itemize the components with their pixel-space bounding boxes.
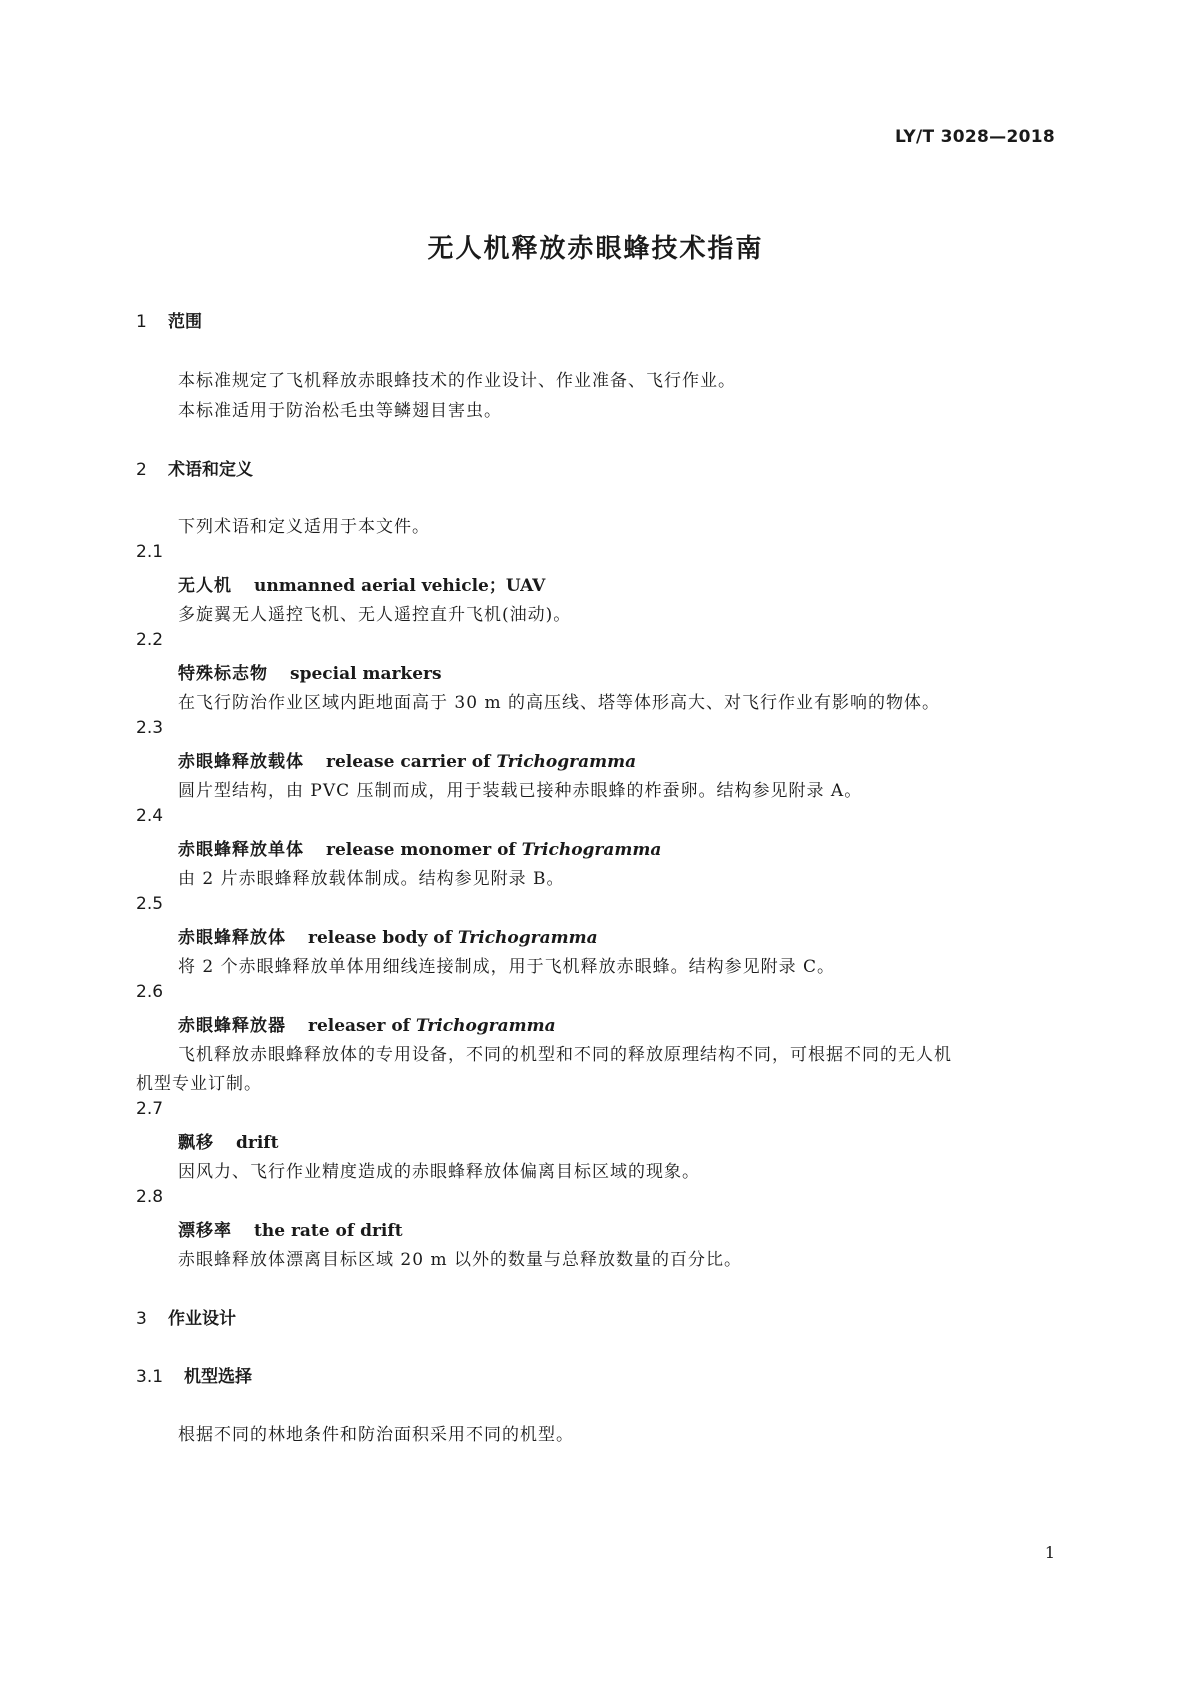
term-cn: 赤眼蜂释放体 [178, 928, 286, 948]
term-definition: 圆片型结构，由 PVC 压制而成，用于装载已接种赤眼蜂的柞蚕卵。结构参见附录 A。 [178, 781, 863, 801]
term-definition: 将 2 个赤眼蜂释放单体用细线连接制成，用于飞机释放赤眼蜂。结构参见附录 C。 [178, 957, 836, 977]
terms-intro: 下列术语和定义适用于本文件。 [178, 517, 430, 537]
term-number: 2.1 [136, 542, 164, 562]
section-heading-terms [136, 455, 253, 480]
scope-paragraph-1: 本标准规定了飞机释放赤眼蜂技术的作业设计、作业准备、飞行作业。 [178, 371, 736, 391]
model-selection-paragraph: 根据不同的林地条件和防治面积采用不同的机型。 [178, 1425, 574, 1445]
scope-paragraph-2: 本标准适用于防治松毛虫等鳞翅目害虫。 [178, 401, 502, 421]
term-en: release carrier of Trichogramma [326, 752, 637, 772]
section-number: 1 [136, 312, 147, 332]
section-heading-scope [136, 307, 202, 332]
subsection-title: 机型选择 [184, 1367, 252, 1387]
section-number: 2 [136, 460, 147, 480]
term-cn: 赤眼蜂释放器 [178, 1016, 286, 1036]
term-en: release monomer of Trichogramma [326, 840, 662, 860]
term-name [178, 747, 636, 772]
term-en: drift [236, 1133, 279, 1153]
term-name [178, 1011, 556, 1036]
term-definition: 多旋翼无人遥控飞机、无人遥控直升飞机(油动)。 [178, 605, 572, 625]
term-cn: 特殊标志物 [178, 664, 268, 684]
subsection-number: 3.1 [136, 1367, 164, 1387]
term-number: 2.3 [136, 718, 164, 738]
term-definition: 在飞行防治作业区域内距地面高于 30 m 的高压线、塔等体形高大、对飞行作业有影响的物体。 [178, 693, 940, 713]
term-definition: 因风力、飞行作业精度造成的赤眼蜂释放体偏离目标区域的现象。 [178, 1162, 700, 1182]
standard-code: LY/T 3028—2018 [894, 127, 1055, 147]
term-en: special markers [290, 664, 442, 684]
term-number: 2.8 [136, 1187, 164, 1207]
term-name [178, 659, 442, 684]
subsection-heading-model-selection [136, 1362, 252, 1387]
term-en: the rate of drift [254, 1221, 403, 1241]
term-cn: 赤眼蜂释放载体 [178, 752, 304, 772]
term-number: 2.6 [136, 982, 164, 1002]
page-number: 1 [1044, 1543, 1055, 1562]
term-en: unmanned aerial vehicle；UAV [254, 576, 546, 596]
term-number: 2.2 [136, 630, 164, 650]
term-number: 2.7 [136, 1099, 164, 1119]
term-definition-continued: 机型专业订制。 [136, 1074, 262, 1094]
term-definition: 由 2 片赤眼蜂释放载体制成。结构参见附录 B。 [178, 869, 565, 889]
section-title: 作业设计 [168, 1309, 236, 1329]
term-name [178, 1216, 403, 1241]
term-en: release body of Trichogramma [308, 928, 598, 948]
document-title: 无人机释放赤眼蜂技术指南 [427, 234, 764, 264]
term-name [178, 923, 598, 948]
term-en: releaser of Trichogramma [308, 1016, 556, 1036]
term-name [178, 835, 661, 860]
term-cn: 飘移 [178, 1133, 214, 1153]
section-heading-design [136, 1304, 236, 1329]
term-cn: 无人机 [178, 576, 232, 596]
section-title: 术语和定义 [168, 460, 253, 480]
section-number: 3 [136, 1309, 147, 1329]
section-title: 范围 [168, 312, 202, 332]
term-number: 2.5 [136, 894, 164, 914]
term-definition: 飞机释放赤眼蜂释放体的专用设备，不同的机型和不同的释放原理结构不同，可根据不同的无人机 [178, 1045, 952, 1065]
term-cn: 赤眼蜂释放单体 [178, 840, 304, 860]
term-number: 2.4 [136, 806, 164, 826]
term-cn: 漂移率 [178, 1221, 232, 1241]
term-definition: 赤眼蜂释放体漂离目标区域 20 m 以外的数量与总释放数量的百分比。 [178, 1250, 742, 1270]
term-name [178, 1128, 278, 1153]
term-name [178, 571, 545, 596]
